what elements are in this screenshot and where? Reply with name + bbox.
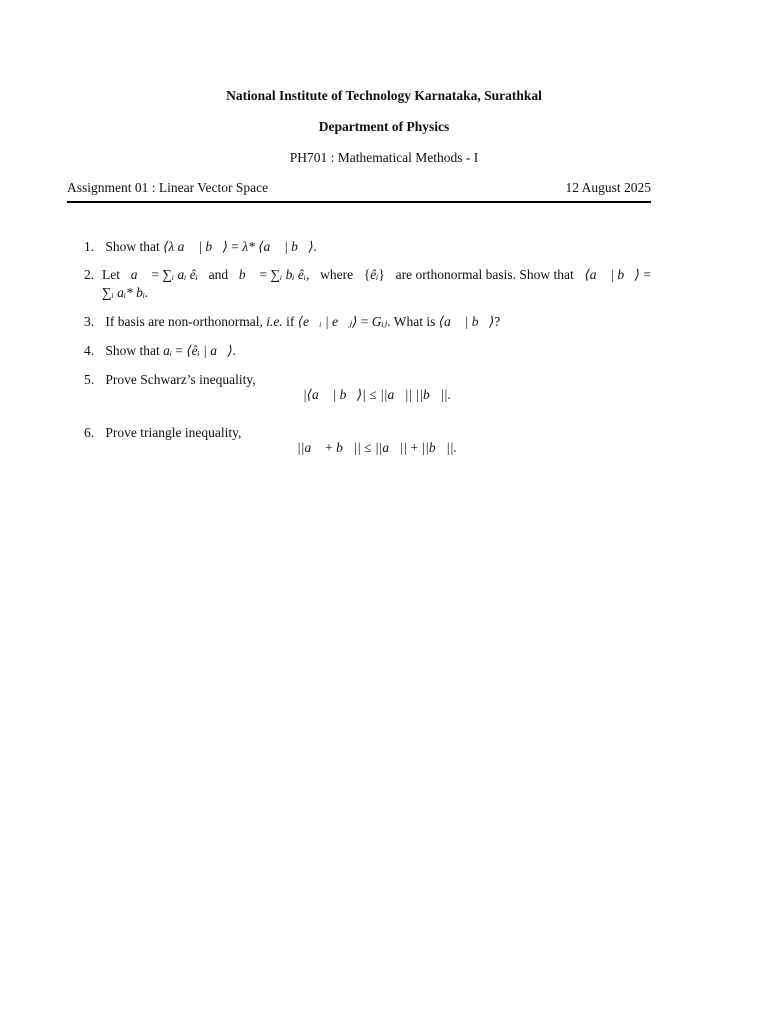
question-text: Let <box>102 267 120 282</box>
math-expression: b⃗ = ∑ᵢ bᵢ êᵢ, <box>238 267 310 282</box>
question-text: are orthonormal basis. Show that <box>395 267 574 282</box>
question-4 <box>84 342 651 360</box>
question-number: 2. <box>84 267 95 282</box>
math-display: ||a⃗ + b⃗|| ≤ ||a⃗|| + ||b⃗||. <box>297 440 457 455</box>
question-number: 4. <box>84 343 95 358</box>
math-expression: {êᵢ} <box>363 267 385 282</box>
math-expression: ⟨a⃗ | b⃗⟩? <box>438 314 501 329</box>
question-number: 5. <box>84 372 95 387</box>
department-name: Department of Physics <box>318 119 450 134</box>
question-text: What is <box>393 314 436 329</box>
question-number: 3. <box>84 314 95 329</box>
question-2 <box>84 266 651 302</box>
math-expression: ∑ᵢ aᵢ* bᵢ. <box>102 285 149 300</box>
question-text: and <box>208 267 229 282</box>
question-text: Show that <box>105 239 160 254</box>
question-1 <box>84 238 651 256</box>
assignment-title: Assignment 01 : Linear Vector Space <box>67 180 269 195</box>
question-line <box>84 266 651 284</box>
math-expression: a⃗ = ∑ᵢ aᵢ êᵢ <box>130 267 198 282</box>
question-3 <box>84 313 651 331</box>
assignment-date: 12 August 2025 <box>565 180 651 195</box>
institute-name: National Institute of Technology Karnataka, Surathkal <box>226 88 542 103</box>
course-title: PH701 : Mathematical Methods - I <box>289 150 479 165</box>
math-display: |⟨a⃗ | b⃗⟩| ≤ ||a⃗|| ||b⃗||. <box>302 387 452 402</box>
question-text: Prove Schwarz’s inequality, <box>105 372 256 387</box>
math-expression: ⟨λ a⃗ | b⃗⟩ = λ* ⟨a⃗ | b⃗⟩. <box>163 239 318 254</box>
math-expression: ⟨e⃗ᵢ | e⃗ⱼ⟩ = Gᵢⱼ. <box>297 314 391 329</box>
question-number: 6. <box>84 425 95 440</box>
question-number: 1. <box>84 239 95 254</box>
assignment-row <box>67 180 651 196</box>
header-divider <box>67 201 651 203</box>
question-text: where <box>320 267 354 282</box>
question-text: Show that <box>105 343 160 358</box>
question-text: if <box>286 314 295 329</box>
question-text: i.e. <box>266 314 283 329</box>
math-expression: aᵢ = ⟨êᵢ | a⃗⟩. <box>163 343 237 358</box>
question-text: Prove triangle inequality, <box>105 425 242 440</box>
question-text: If basis are non-orthonormal, <box>105 314 263 329</box>
math-expression: ⟨a⃗ | b⃗⟩ = <box>584 267 651 282</box>
